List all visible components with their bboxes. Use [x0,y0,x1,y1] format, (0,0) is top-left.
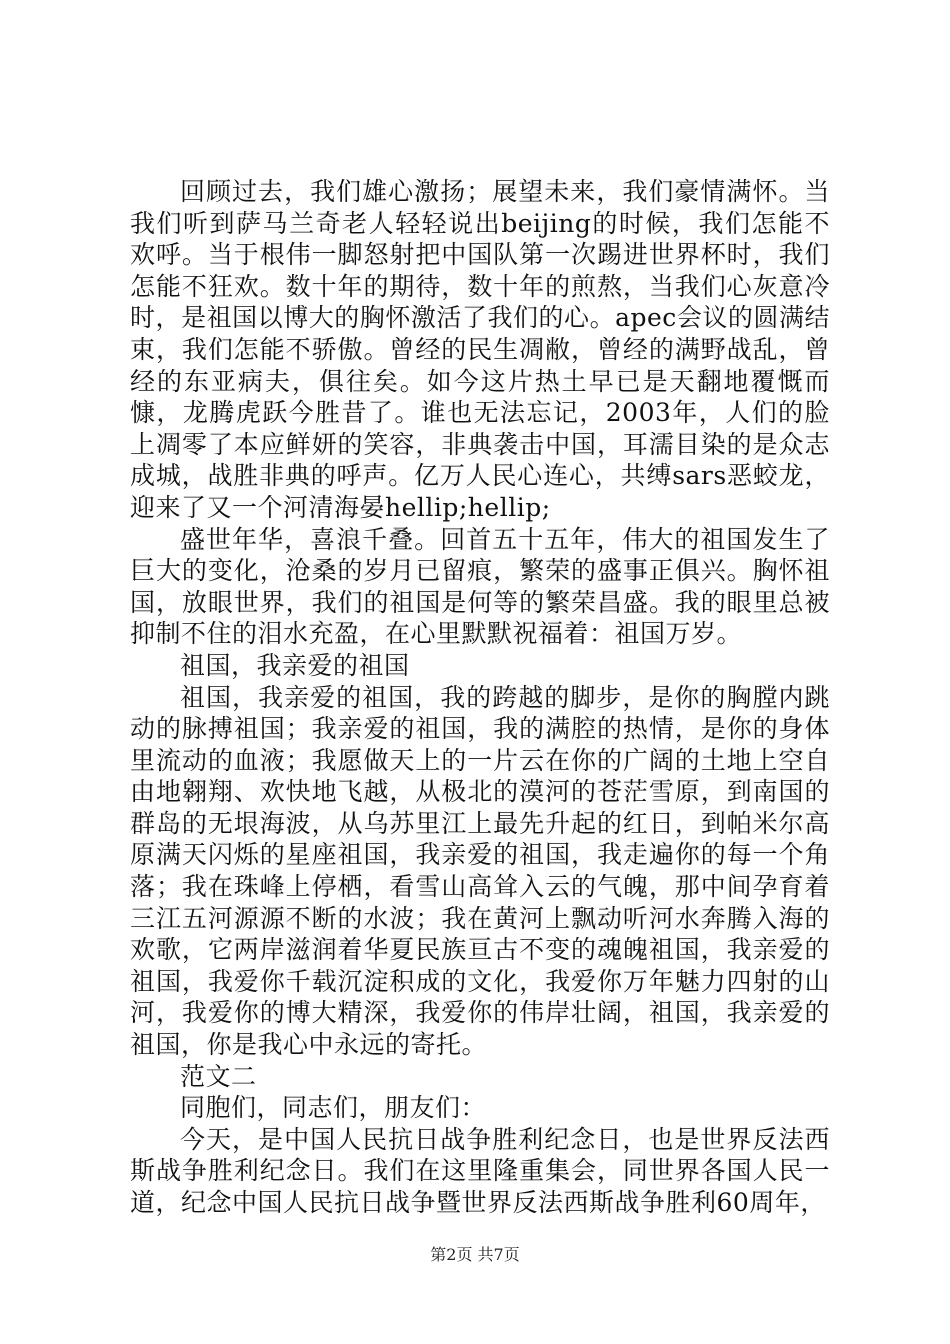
paragraph-victory-day: 今天，是中国人民抗日战争胜利纪念日，也是世界反法西斯战争胜利纪念日。我们在这里隆重集会，同世界各国人民一道，纪念中国人民抗日战争暨世界反法西斯战争胜利60周年， [130,1124,830,1217]
paragraph-looking-back: 回顾过去，我们雄心激扬；展望未来，我们豪情满怀。当我们听到萨马兰奇老人轻轻说出beijing的时候，我们怎能不欢呼。当于根伟一脚怒射把中国队第一次踢进世界杯时，我们怎能不狂欢。数十年的期待，数十年的煎熬，当我们心灰意冷时，是祖国以博大的胸怀激活了我们的心。apec会议的圆满结束，我们怎能不骄傲。曾经的民生凋敝，曾经的满野战乱，曾经的东亚病夫，俱往矣。如今这片热土早已是天翻地覆慨而慷，龙腾虎跃今胜昔了。谁也无法忘记，2003年，人们的脸上凋零了本应鲜妍的笑容，非典袭击中国，耳濡目染的是众志成城，战胜非典的呼声。亿万人民心连心，共缚sars恶蛟龙，迎来了又一个河清海晏hellip;hellip; [130,177,830,522]
section-heading-sample-two: 范文二 [180,1061,257,1091]
document-body [130,176,830,1219]
section-heading-motherland: 祖国，我亲爱的祖国 [180,650,410,680]
page-footer [0,1245,950,1265]
salutation-line: 同胞们，同志们，朋友们： [180,1093,487,1123]
page-number-label: 第2页 共7页 [430,1245,520,1264]
paragraph-prosperous-era: 盛世年华，喜浪千叠。回首五十五年，伟大的祖国发生了巨大的变化，沧桑的岁月已留痕，繁荣的盛事正俱兴。胸怀祖国，放眼世界，我们的祖国是何等的繁荣昌盛。我的眼里总被抑制不住的泪水充盈，在心里默默祝福着：祖国万岁。 [130,524,830,649]
paragraph-motherland-poem: 祖国，我亲爱的祖国，我的跨越的脚步，是你的胸膛内跳动的脉搏祖国；我亲爱的祖国，我的满腔的热情，是你的身体里流动的血液；我愿做天上的一片云在你的广阔的土地上空自由地翱翔、欢快地飞越，从极北的漠河的苍茫雪原，到南国的群岛的无垠海波，从乌苏里江上最先升起的红日，到帕米尔高原满天闪烁的星座祖国，我亲爱的祖国，我走遍你的每一个角落；我在珠峰上停栖，看雪山高耸入云的气魄，那中间孕育着三江五河源源不断的水波；我在黄河上飘动听河水奔腾入海的欢歌，它两岸滋润着华夏民族亘古不变的魂魄祖国，我亲爱的祖国，我爱你千载沉淀积成的文化，我爱你万年魅力四射的山河，我爱你的博大精深，我爱你的伟岸壮阔，祖国，我亲爱的祖国，你是我心中永远的寄托。 [130,682,830,1060]
